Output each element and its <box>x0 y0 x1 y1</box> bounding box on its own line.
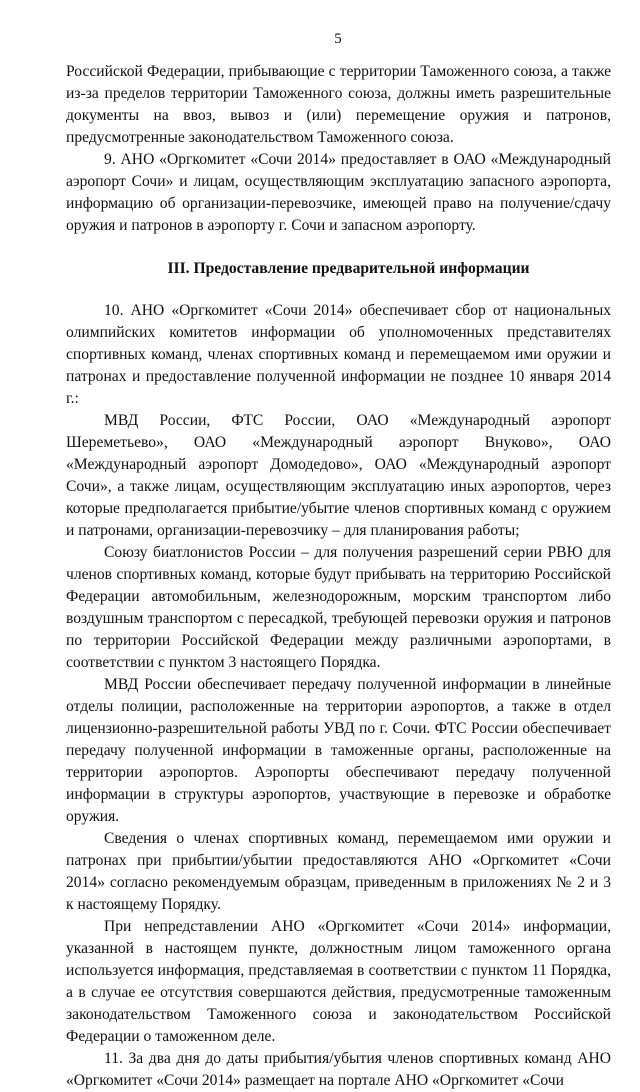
paragraph-non-provision: При непредставлении АНО «Оргкомитет «Сочи 2014» информации, указанной в настоящем пункте, должностным лицом таможенного органа используется информация, представляемая в соответствии с пунктом 11 Порядка, а в случае ее отсутствия совершаются действия, предусмотренные таможенным законодательством Таможенного союза и законодательством Российской Федерации о таможенном деле. <box>66 918 611 1045</box>
section-heading-iii: III. Предоставление предварительной информации <box>167 260 530 277</box>
page-number: 5 <box>334 31 342 47</box>
paragraph-recipients-airports: МВД России, ФТС России, ОАО «Международный аэропорт Шереметьево», ОАО «Международный аэропорт Внуково», ОАО «Международный аэропорт Домодедово», ОАО «Международный аэропорт Сочи», а также лицам, осуществляющим эксплуатацию иных аэропортов, через которые предполагается прибытие/убытие членов спортивных команд с оружием и патронами, организации-перевозчику – для планирования работы; <box>66 412 611 539</box>
paragraph-item-10: 10. АНО «Оргкомитет «Сочи 2014» обеспечивает сбор от национальных олимпийских комитетов информации об уполномоченных представителях спортивных команд, членах спортивных команд и перемещаемом ими оружии и патронах и предоставление полученной информации не позднее 10 января 2014 г.: <box>66 302 611 407</box>
paragraph-team-info: Сведения о членах спортивных команд, перемещаемом ими оружии и патронах при прибытии/убытии предоставляются АНО «Оргкомитет «Сочи 2014» согласно рекомендуемым образцам, приведенным в приложениях № 2 и 3 к настоящему Порядку. <box>66 830 611 913</box>
paragraph-biathlon-union: Союзу биатлонистов России – для получения разрешений серии РВЮ для членов спортивных команд, которые будут прибывать на территорию Российской Федерации автомобильным, железнодорожным, морским транспортом либо воздушным транспортом с пересадкой, требующей перевозки оружия и патронов по территории Российской Федерации между различными аэропортами, в соответствии с пунктом 3 настоящего Порядка. <box>66 544 611 671</box>
paragraph-item-11: 11. За два дня до даты прибытия/убытия членов спортивных команд АНО «Оргкомитет «Сочи 2014» размещает на портале АНО «Оргкомитет «Сочи <box>66 1050 611 1089</box>
paragraph-item-9: 9. АНО «Оргкомитет «Сочи 2014» предоставляет в ОАО «Международный аэропорт Сочи» и лицам, осуществляющим эксплуатацию запасного аэропорта, информацию об организации-перевозчике, имеющей право на получение/сдачу оружия и патронов в аэропорту г. Сочи и запасном аэропорту. <box>66 151 611 234</box>
paragraph-mvd-transfer: МВД России обеспечивает передачу полученной информации в линейные отделы полиции, расположенные на территории аэропортов, а также в отдел лицензионно-разрешительной работы УВД по г. Сочи. ФТС России обеспечивает передачу полученной информации в таможенные органы, расположенные на территории аэропортов. Аэропорты обеспечивают передачу полученной информации в структуры аэропортов, участвующие в перевозке и обработке оружия. <box>66 676 611 825</box>
document-body <box>66 61 611 1092</box>
paragraph-customs-union-permits: Российской Федерации, прибывающие с территории Таможенного союза, а также из-за пределов территории Таможенного союза, должны иметь разрешительные документы на ввоз, вывоз и (или) перемещение оружия и патронов, предусмотренные законодательством Таможенного союза. <box>66 63 611 146</box>
